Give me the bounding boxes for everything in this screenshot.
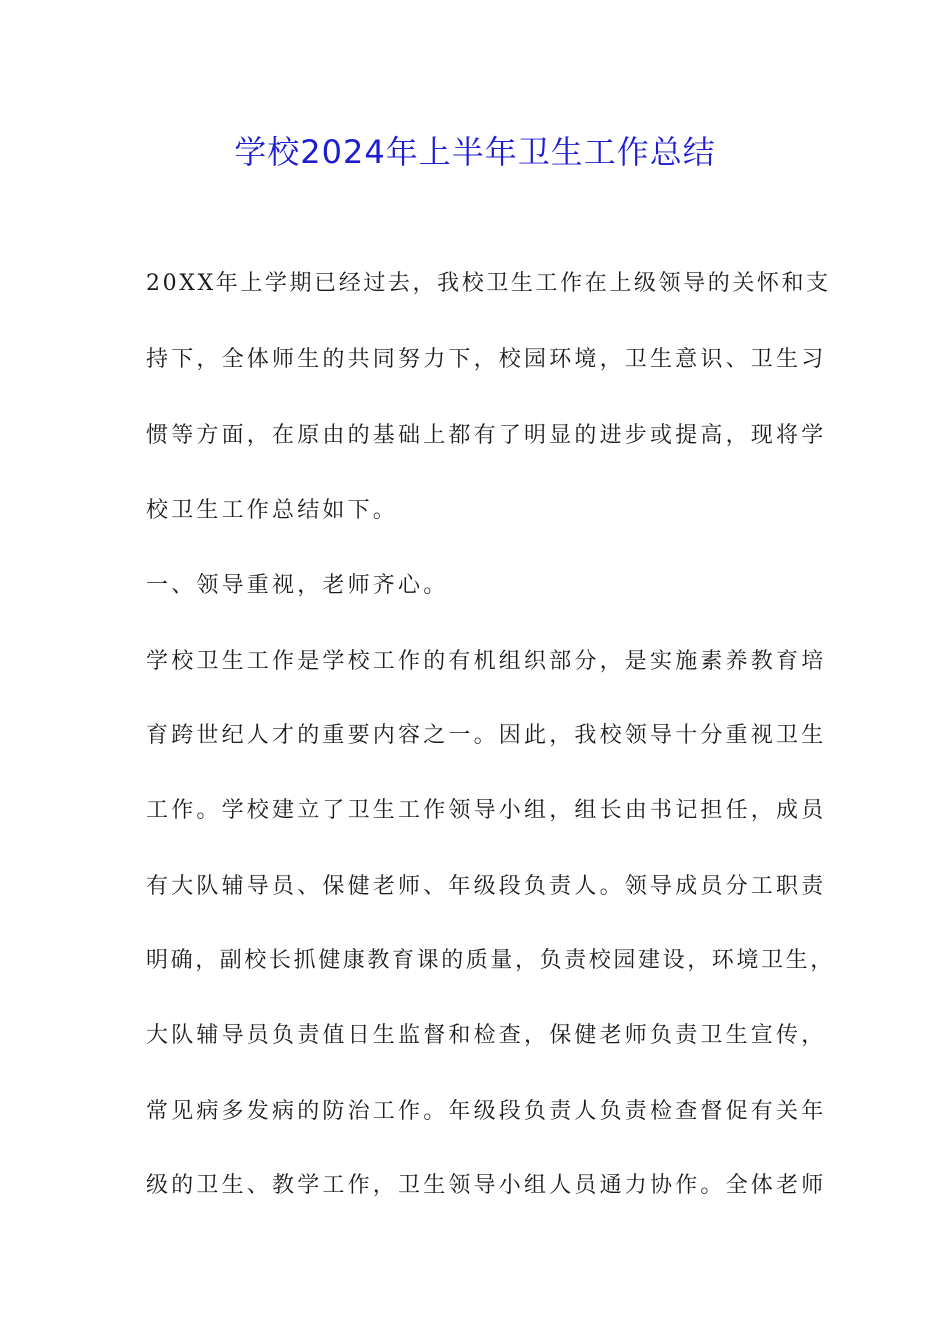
paragraph-line: 大队辅导员负责值日生监督和检查，保健老师负责卫生宣传， (146, 1023, 827, 1048)
paragraph-line: 学校卫生工作是学校工作的有机组织部分，是实施素养教育培 (146, 649, 827, 674)
paragraph-line: 20XX年上学期已经过去，我校卫生工作在上级领导的关怀和支 (146, 271, 831, 296)
document-title: 学校2024年上半年卫生工作总结 (234, 133, 716, 171)
paragraph-line: 有大队辅导员、保健老师、年级段负责人。领导成员分工职责 (146, 874, 827, 899)
paragraph-line: 工作。学校建立了卫生工作领导小组，组长由书记担任，成员 (146, 798, 827, 823)
paragraph-line: 惯等方面，在原由的基础上都有了明显的进步或提高，现将学 (146, 423, 827, 448)
paragraph-line: 常见病多发病的防治工作。年级段负责人负责检查督促有关年 (146, 1099, 827, 1124)
paragraph-line: 育跨世纪人才的重要内容之一。因此，我校领导十分重视卫生 (146, 723, 827, 748)
paragraph-line: 校卫生工作总结如下。 (146, 498, 399, 523)
paragraph-line: 持下，全体师生的共同努力下，校园环境，卫生意识、卫生习 (146, 347, 827, 372)
paragraph-line: 级的卫生、教学工作，卫生领导小组人员通力协作。全体老师 (146, 1173, 827, 1198)
paragraph-line: 明确，副校长抓健康教育课的质量，负责校园建设，环境卫生， (146, 948, 835, 973)
section-heading: 一、领导重视，老师齐心。 (146, 573, 449, 598)
